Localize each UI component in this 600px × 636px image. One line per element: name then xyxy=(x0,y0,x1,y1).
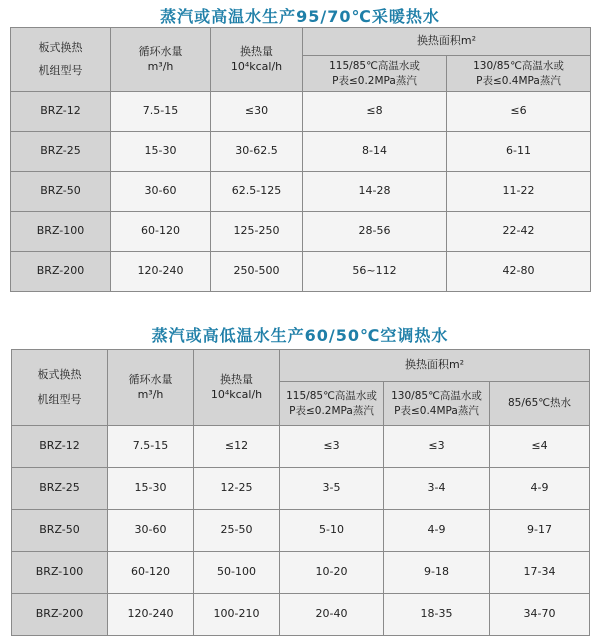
model-header-line1: 板式换热 xyxy=(37,367,82,381)
flow-cell: 30-60 xyxy=(111,172,211,212)
model-cell: BRZ-12 xyxy=(11,92,111,132)
area-sub2-line1: 130/85℃高温水或 xyxy=(473,60,564,73)
model-cell: BRZ-25 xyxy=(12,468,108,510)
area-sub1-line2: P表≤0.2MPa蒸汽 xyxy=(332,74,417,87)
area-cell: 8-14 xyxy=(303,132,447,172)
area-sub2-line2: P表≤0.4MPa蒸汽 xyxy=(394,404,479,417)
area-cell: 5-10 xyxy=(280,510,384,552)
area-cell: 22-42 xyxy=(447,212,591,252)
flow-header xyxy=(111,28,211,92)
area-cell: 42-80 xyxy=(447,252,591,292)
flow-cell: 30-60 xyxy=(108,510,194,552)
table-row xyxy=(12,594,590,636)
model-header xyxy=(12,350,108,426)
heat-cell: 12-25 xyxy=(194,468,280,510)
area-cell: 17-34 xyxy=(490,552,590,594)
table-row xyxy=(12,510,590,552)
flow-cell: 120-240 xyxy=(111,252,211,292)
area-sub2-line1: 130/85℃高温水或 xyxy=(391,390,482,403)
model-cell: BRZ-50 xyxy=(12,510,108,552)
area-cell: ≤3 xyxy=(280,426,384,468)
table-row xyxy=(12,468,590,510)
area-cell: ≤8 xyxy=(303,92,447,132)
area-cell: ≤4 xyxy=(490,426,590,468)
heat-cell: 50-100 xyxy=(194,552,280,594)
heat-cell: 30-62.5 xyxy=(211,132,303,172)
heat-header xyxy=(194,350,280,426)
heat-header-unit: 10⁴kcal/h xyxy=(230,59,283,73)
area-header: 换热面积m² xyxy=(303,28,591,56)
area-cell: 10-20 xyxy=(280,552,384,594)
area-sub1-line1: 115/85℃高温水或 xyxy=(286,390,377,403)
table-row xyxy=(11,132,591,172)
area-cell: 9-17 xyxy=(490,510,590,552)
area-cell: 4-9 xyxy=(490,468,590,510)
area-cell: 18-35 xyxy=(384,594,490,636)
flow-header-unit: m³/h xyxy=(137,387,164,401)
aircon-spec-table xyxy=(11,349,590,636)
cooling-table-title: 蒸汽或高低温水生产60/50℃空调热水 xyxy=(151,326,449,345)
model-cell: BRZ-100 xyxy=(11,212,111,252)
area-cell: 4-9 xyxy=(384,510,490,552)
area-subheader-2 xyxy=(447,56,591,92)
model-cell: BRZ-12 xyxy=(12,426,108,468)
model-cell: BRZ-25 xyxy=(11,132,111,172)
model-cell: BRZ-50 xyxy=(11,172,111,212)
area-cell: 3-5 xyxy=(280,468,384,510)
area-cell: ≤6 xyxy=(447,92,591,132)
flow-cell: 60-120 xyxy=(108,552,194,594)
area-subheader-2 xyxy=(384,382,490,426)
table-row xyxy=(12,426,590,468)
flow-header-label: 循环水量 xyxy=(128,372,173,386)
flow-cell: 7.5-15 xyxy=(111,92,211,132)
area-cell: 6-11 xyxy=(447,132,591,172)
heating-spec-table xyxy=(10,27,591,292)
model-header-line1: 板式换热 xyxy=(38,40,83,54)
area-cell: 9-18 xyxy=(384,552,490,594)
flow-header-label: 循环水量 xyxy=(138,44,183,58)
flow-cell: 7.5-15 xyxy=(108,426,194,468)
area-cell: 56~112 xyxy=(303,252,447,292)
area-cell: 3-4 xyxy=(384,468,490,510)
area-subheader-3: 85/65℃热水 xyxy=(490,382,590,426)
area-subheader-1 xyxy=(280,382,384,426)
heat-cell: ≤12 xyxy=(194,426,280,468)
area-sub1-line1: 115/85℃高温水或 xyxy=(329,60,420,73)
heat-cell: 25-50 xyxy=(194,510,280,552)
area-sub2-line2: P表≤0.4MPa蒸汽 xyxy=(476,74,561,87)
area-sub1-line2: P表≤0.2MPa蒸汽 xyxy=(289,404,374,417)
area-cell: 34-70 xyxy=(490,594,590,636)
heat-cell: 125-250 xyxy=(211,212,303,252)
flow-cell: 15-30 xyxy=(108,468,194,510)
area-cell: ≤3 xyxy=(384,426,490,468)
heat-cell: 250-500 xyxy=(211,252,303,292)
area-cell: 14-28 xyxy=(303,172,447,212)
flow-cell: 60-120 xyxy=(111,212,211,252)
heat-header-label: 换热量 xyxy=(240,44,273,58)
table-row xyxy=(11,252,591,292)
heat-cell: ≤30 xyxy=(211,92,303,132)
table-row xyxy=(11,172,591,212)
heat-header-unit: 10⁴kcal/h xyxy=(210,387,263,401)
area-cell: 20-40 xyxy=(280,594,384,636)
table-row xyxy=(11,92,591,132)
model-header-line2: 机组型号 xyxy=(37,392,82,406)
flow-cell: 15-30 xyxy=(111,132,211,172)
area-header: 换热面积m² xyxy=(280,350,590,382)
model-cell: BRZ-200 xyxy=(12,594,108,636)
model-header-line2: 机组型号 xyxy=(38,63,83,77)
flow-header-unit: m³/h xyxy=(147,59,174,73)
table-row xyxy=(11,212,591,252)
heat-cell: 62.5-125 xyxy=(211,172,303,212)
heat-header xyxy=(211,28,303,92)
heat-header-label: 换热量 xyxy=(220,372,253,386)
heat-cell: 100-210 xyxy=(194,594,280,636)
model-cell: BRZ-100 xyxy=(12,552,108,594)
area-subheader-1 xyxy=(303,56,447,92)
table-row xyxy=(12,552,590,594)
flow-header xyxy=(108,350,194,426)
area-cell: 28-56 xyxy=(303,212,447,252)
model-header xyxy=(11,28,111,92)
heating-table-title: 蒸汽或高温水生产95/70℃采暖热水 xyxy=(160,7,440,26)
flow-cell: 120-240 xyxy=(108,594,194,636)
area-cell: 11-22 xyxy=(447,172,591,212)
model-cell: BRZ-200 xyxy=(11,252,111,292)
